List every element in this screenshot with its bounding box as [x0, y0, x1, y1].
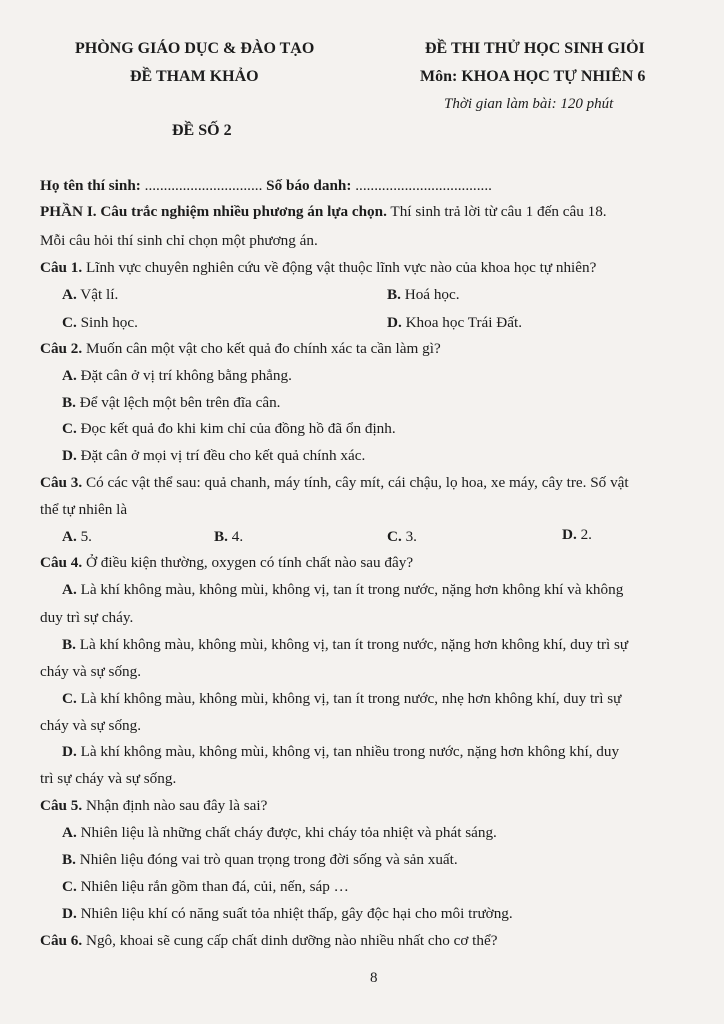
option-b: B. Là khí không màu, không mùi, không vị, tan ít trong nước, nặng hơn không khí, duy trì sự: [62, 636, 629, 653]
exam-title: ĐỀ THI THỬ HỌC SINH GIỎI: [425, 40, 645, 57]
option-c: C. Nhiên liệu rắn gồm than đá, củi, nến, sáp …: [62, 878, 349, 895]
option-d: D. 2.: [562, 526, 592, 543]
option-c-cont: cháy và sự sống.: [40, 717, 142, 734]
department-title: PHÒNG GIÁO DỤC & ĐÀO TẠO: [75, 40, 315, 57]
option-c: C. Sinh học.: [62, 314, 138, 331]
question-5: Câu 5. Nhận định nào sau đây là sai?: [40, 797, 268, 814]
option-b: B. Để vật lệch một bên trên đĩa cân.: [62, 394, 281, 411]
section-header: [40, 203, 607, 221]
option-b-cont: cháy và sự sống.: [40, 663, 142, 680]
section-title: PHẦN I. Câu trắc nghiệm nhiều phương án lựa chọn.: [40, 203, 387, 220]
page-number: 8: [370, 970, 378, 986]
exam-code: ĐỀ SỐ 2: [172, 122, 232, 139]
question-4: Câu 4. Ở điều kiện thường, oxygen có tính chất nào sau đây?: [40, 554, 414, 571]
option-d: D. Đặt cân ở mọi vị trí đều cho kết quả chính xác.: [62, 447, 366, 464]
option-a: A. Là khí không màu, không mùi, không vị, tan ít trong nước, nặng hơn không khí và không: [62, 581, 624, 598]
option-d-cont: trì sự cháy và sự sống.: [40, 770, 177, 787]
question-2: Câu 2. Muốn cân một vật cho kết quả đo chính xác ta cần làm gì?: [40, 340, 441, 357]
question-3-cont: thể tự nhiên là: [40, 501, 128, 518]
question-text: Lĩnh vực chuyên nghiên cứu về động vật thuộc lĩnh vực nào của khoa học tự nhiên?: [82, 259, 597, 276]
option-b: B. 4.: [214, 528, 244, 545]
option-d: D. Là khí không màu, không mùi, không vị, tan nhiều trong nước, nặng hơn không khí, duy: [62, 743, 620, 760]
candidate-id-field: ....................................: [355, 177, 492, 194]
reference-exam-label: ĐỀ THAM KHẢO: [130, 68, 259, 85]
section-instruction: Thí sinh trả lời từ câu 1 đến câu 18.: [386, 203, 607, 220]
subject-title: Môn: KHOA HỌC TỰ NHIÊN 6: [420, 68, 646, 85]
option-b: B. Nhiên liệu đóng vai trò quan trọng trong đời sống và sản xuất.: [62, 851, 458, 868]
time-limit: Thời gian làm bài: 120 phút: [444, 96, 614, 112]
question-label: Câu 1.: [40, 259, 83, 276]
option-a: A. Nhiên liệu là những chất cháy được, khi cháy tỏa nhiệt và phát sáng.: [62, 824, 497, 841]
option-d: D. Khoa học Trái Đất.: [387, 314, 522, 331]
candidate-info: [40, 177, 492, 195]
option-a: A. 5.: [62, 528, 92, 545]
question-1: [40, 259, 596, 277]
option-c: C. Đọc kết quả đo khi kim chỉ của đồng hồ đã ổn định.: [62, 420, 396, 437]
option-b: B. Hoá học.: [387, 286, 460, 303]
candidate-name-field: ...............................: [144, 177, 263, 194]
option-a-cont: duy trì sự cháy.: [40, 609, 134, 626]
option-a: A. Vật lí.: [62, 286, 119, 303]
question-6: Câu 6. Ngô, khoai sẽ cung cấp chất dinh dưỡng nào nhiều nhất cho cơ thể?: [40, 932, 498, 949]
option-d: D. Nhiên liệu khí có năng suất tỏa nhiệt thấp, gây độc hại cho môi trường.: [62, 905, 513, 922]
candidate-id-label: Số báo danh:: [266, 177, 352, 194]
option-c: C. Là khí không màu, không mùi, không vị, tan ít trong nước, nhẹ hơn không khí, duy trì sự: [62, 690, 622, 707]
section-instruction-2: Mỗi câu hỏi thí sinh chỉ chọn một phương án.: [40, 232, 318, 249]
option-a: A. Đặt cân ở vị trí không bằng phẳng.: [62, 367, 292, 384]
option-c: C. 3.: [387, 528, 417, 545]
question-3: Câu 3. Có các vật thể sau: quả chanh, máy tính, cây mít, cái chậu, lọ hoa, xe máy, cây tre. Số vật: [40, 474, 629, 491]
candidate-name-label: Họ tên thí sinh:: [40, 177, 141, 194]
